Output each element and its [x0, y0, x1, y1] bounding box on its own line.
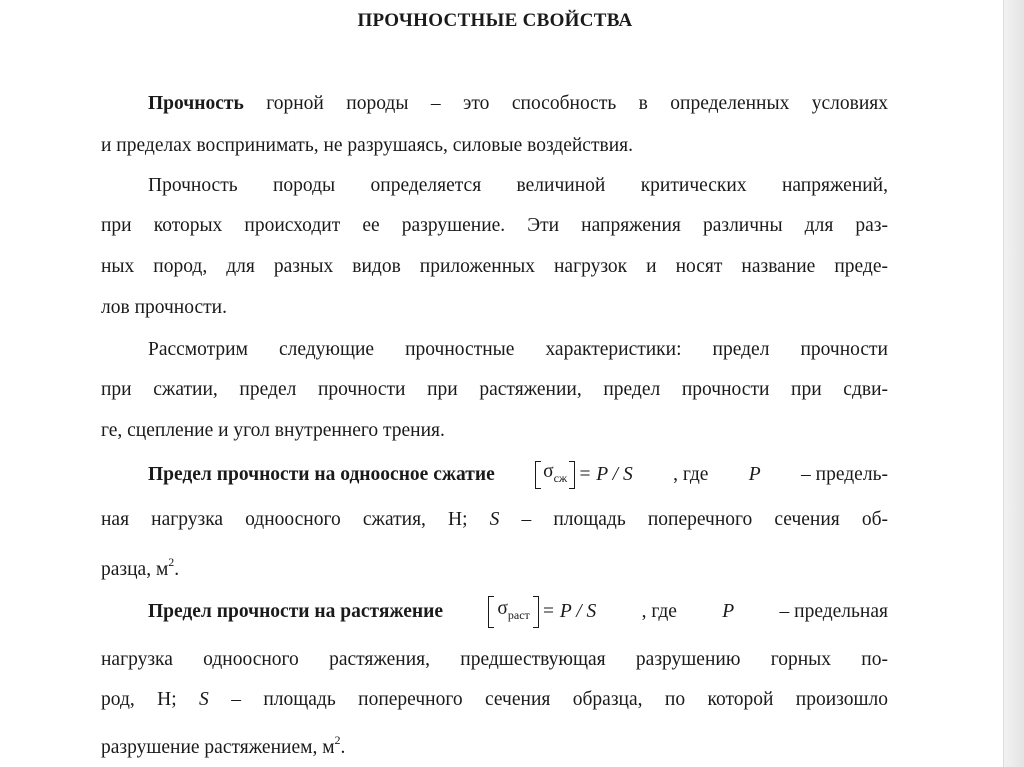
text: ная нагрузка одноосного сжатия, Н; — [101, 509, 468, 530]
formula-compression — [535, 460, 633, 490]
formula-rhs: = P / S — [541, 601, 597, 622]
text: разца, м — [101, 559, 169, 580]
paragraph-2-line-3: ных пород, для разных видов приложенных нагрузок и носят название преде- — [101, 256, 888, 277]
text: . — [340, 737, 346, 758]
text: , где — [641, 601, 677, 622]
paragraph-5-line-1 — [148, 596, 888, 628]
var-p: P — [748, 464, 761, 485]
sigma-subscript: раст — [507, 608, 530, 622]
var-s: S — [199, 689, 209, 710]
paragraph-1-line-1 — [148, 92, 888, 116]
text: разрушение растяжением, м — [101, 737, 335, 758]
paragraph-2-line-4: лов прочности. — [101, 297, 227, 318]
text: , где — [673, 464, 709, 485]
text: – предельная — [779, 601, 888, 622]
paragraph-2-line-2: при которых происходит ее разрушение. Эти напряжения различны для раз- — [101, 215, 888, 236]
paragraph-5-line-4 — [101, 728, 888, 760]
term-strength: Прочность — [148, 93, 244, 114]
formula-rhs: = P / S — [578, 464, 633, 485]
term-tensile-strength: Предел прочности на растяжение — [148, 601, 444, 622]
superscript: 2 — [168, 555, 175, 569]
sigma-symbol: σ — [543, 461, 554, 482]
paragraph-5-line-3 — [101, 688, 888, 712]
sigma-subscript: сж — [553, 471, 568, 485]
var-p: P — [722, 601, 735, 622]
paragraph-5-line-2: нагрузка одноосного растяжения, предшествующая разрушению горных по- — [101, 649, 888, 670]
formula-tension — [488, 596, 596, 628]
var-s: S — [489, 509, 500, 530]
paragraph-3-line-3: ге, сцепление и угол внутреннего трения. — [101, 420, 445, 441]
page-title: ПРОЧНОСТНЫЕ СВОЙСТВА — [357, 10, 633, 31]
text: – предель- — [801, 464, 888, 485]
text: – площадь поперечного сечения образца, по которой произошло — [231, 689, 889, 710]
superscript: 2 — [334, 733, 341, 747]
paragraph-4-line-1 — [148, 460, 888, 490]
paragraph-4-line-3 — [101, 550, 888, 582]
paragraph-1-line-2: и пределах воспринимать, не разрушаясь, силовые воздействия. — [101, 135, 633, 156]
term-compression-strength: Предел прочности на одноосное сжатие — [148, 464, 495, 485]
paragraph-3-line-2: при сжатии, предел прочности при растяжении, предел прочности при сдви- — [101, 379, 888, 400]
paragraph-4-line-2 — [101, 508, 888, 532]
paragraph-2-line-1: Прочность породы определяется величиной критических напряжений, — [148, 175, 888, 196]
text: горной породы – это способность в определенных условиях — [266, 93, 888, 114]
sigma-symbol: σ — [497, 598, 508, 619]
right-scroll-edge — [1003, 0, 1024, 767]
text: род, Н; — [101, 689, 177, 710]
text: . — [174, 559, 180, 580]
text: – площадь поперечного сечения об- — [521, 509, 889, 530]
paragraph-3-line-1: Рассмотрим следующие прочностные характеристики: предел прочности — [148, 339, 888, 360]
